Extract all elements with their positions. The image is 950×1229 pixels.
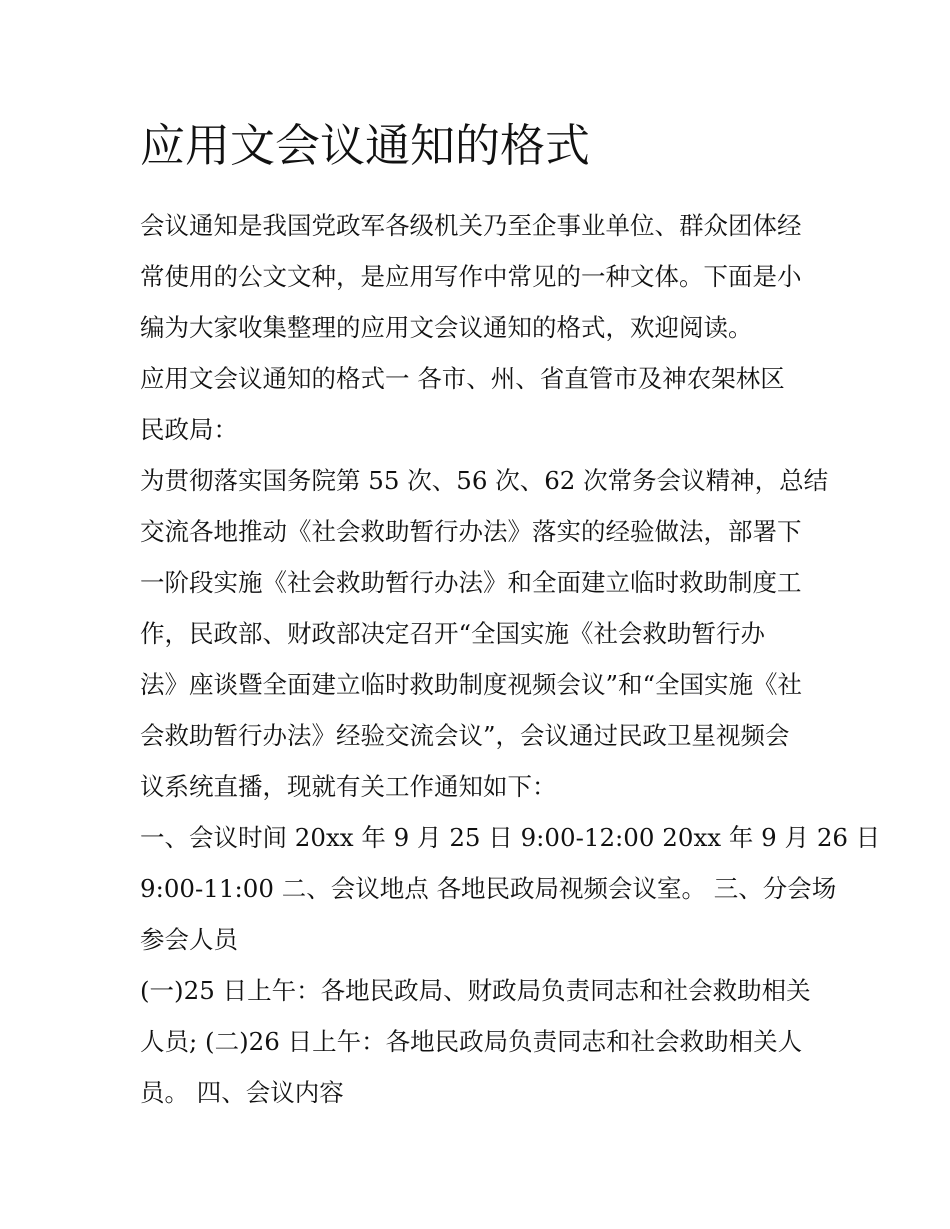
body-line: 一、会议时间 20xx 年 9 月 25 日 9:00-12:00 20xx 年 9 月 26 日: [140, 823, 881, 852]
document-body: [140, 200, 881, 1118]
body-line: 会救助暂行办法》经验交流会议”，会议通过民政卫星视频会: [140, 721, 790, 750]
body-line: 会议通知是我国党政军各级机关乃至企事业单位、群众团体经: [140, 211, 802, 240]
body-line: 9:00-11:00 二、会议地点 各地民政局视频会议室。 三、分会场: [140, 874, 837, 903]
body-line: 民政局：: [140, 415, 238, 444]
body-line: 法》座谈暨全面建立临时救助制度视频会议”和“全国实施《社: [140, 670, 803, 699]
body-line: 作，民政部、财政部决定召开“全国实施《社会救助暂行办: [140, 619, 766, 648]
body-line: 议系统直播，现就有关工作通知如下：: [140, 772, 557, 801]
body-line: 常使用的公文文种，是应用写作中常见的一种文体。下面是小: [140, 262, 802, 291]
document-title: 应用文会议通知的格式: [140, 119, 591, 172]
body-line: 员。 四、会议内容: [140, 1078, 344, 1107]
body-line: 一阶段实施《社会救助暂行办法》和全面建立临时救助制度工: [140, 568, 802, 597]
body-line: 应用文会议通知的格式一 各市、州、省直管市及神农架林区: [140, 364, 785, 393]
body-line: 交流各地推动《社会救助暂行办法》落实的经验做法，部署下: [140, 517, 802, 546]
body-line: 为贯彻落实国务院第 55 次、56 次、62 次常务会议精神，总结: [140, 466, 829, 495]
body-line: 人员; (二)26 日上午：各地民政局负责同志和社会救助相关人: [140, 1027, 803, 1056]
body-line: (一)25 日上午：各地民政局、财政局负责同志和社会救助相关: [140, 976, 811, 1005]
body-line: 编为大家收集整理的应用文会议通知的格式，欢迎阅读。: [140, 313, 753, 342]
body-line: 参会人员: [140, 925, 238, 954]
document-content: [140, 118, 881, 1118]
